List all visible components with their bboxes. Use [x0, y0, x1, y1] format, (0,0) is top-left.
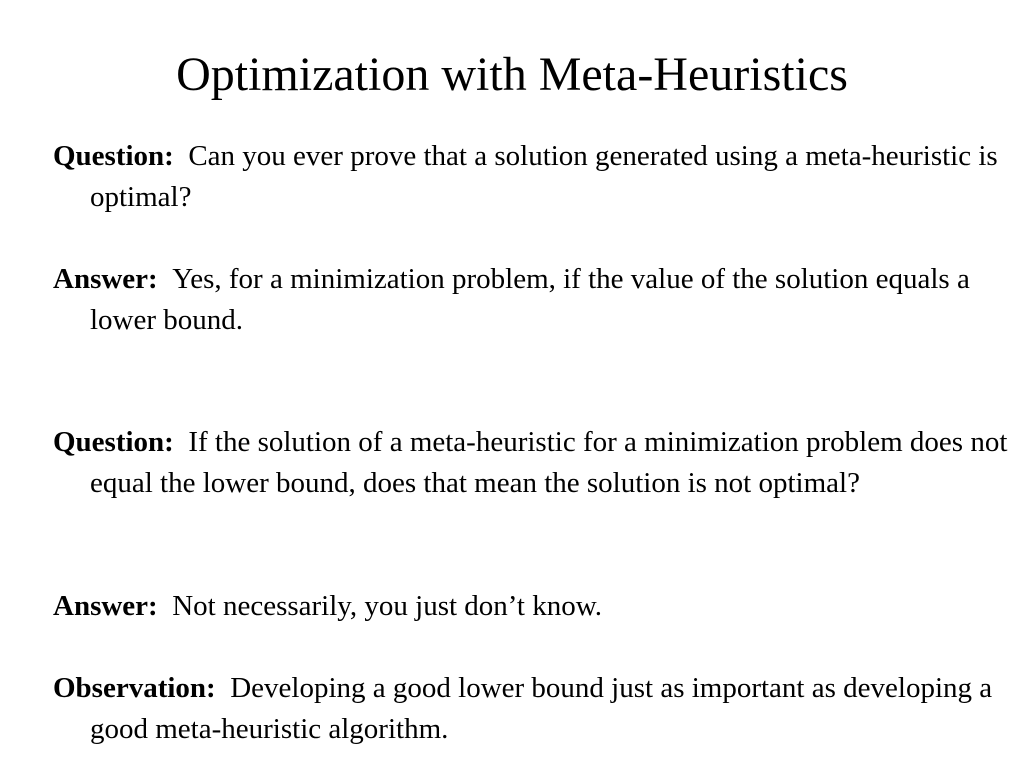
- answer-2-label: Answer:: [53, 590, 158, 622]
- answer-1-label: Answer:: [53, 263, 158, 295]
- answer-1: [53, 259, 1024, 341]
- answer-2: [53, 586, 1024, 627]
- answer-2-text: Not necessarily, you just don’t know.: [172, 590, 603, 622]
- question-1: [53, 136, 1024, 218]
- observation-text: Developing a good lower bound just as important as developing a good meta-heuristic algorithm.: [90, 672, 993, 745]
- question-1-text: Can you ever prove that a solution generated using a meta-heuristic is optimal?: [90, 140, 998, 213]
- question-2-label: Question:: [53, 426, 174, 458]
- question-2: [53, 422, 1024, 504]
- observation: [53, 668, 1024, 750]
- question-1-label: Question:: [53, 140, 174, 172]
- observation-label: Observation:: [53, 672, 216, 704]
- question-2-text: If the solution of a meta-heuristic for a minimization problem does not equal the lower bound, does that mean the solution is not optimal?: [90, 426, 1008, 499]
- answer-1-text: Yes, for a minimization problem, if the value of the solution equals a lower bound.: [90, 263, 970, 336]
- slide-title: Optimization with Meta-Heuristics: [176, 48, 848, 101]
